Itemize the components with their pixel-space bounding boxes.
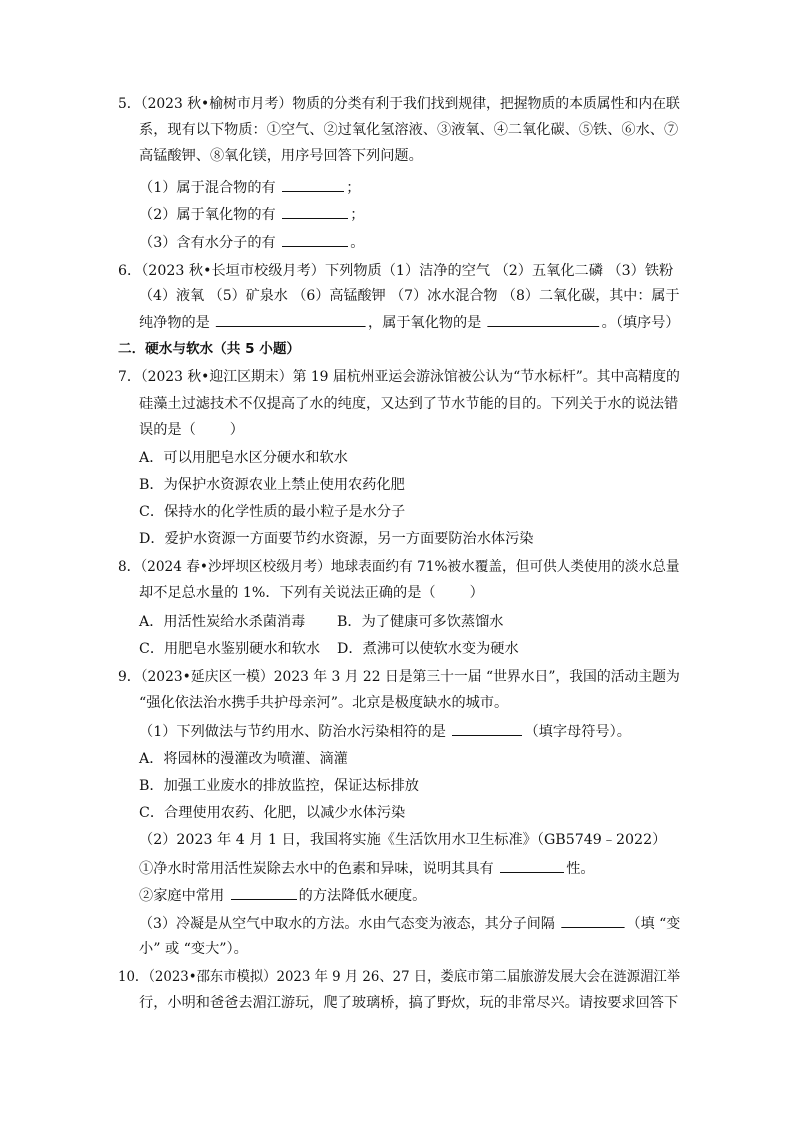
q9-sub-2: （2）2023 年 4 月 1 日，我国将实施《生活饮用水卫生标准》（GB5749﹣2022） [139, 832, 667, 848]
q8-line-1: 8．（2024 春•沙坪坝区校级月考）地球表面约有 71%被水覆盖，但可供人类使用的淡水总量 [118, 559, 680, 575]
q9-item-2-text: ②家庭中常用 [139, 888, 229, 904]
q9-item-2 [139, 885, 426, 906]
q5-sub-1 [139, 177, 360, 198]
q9-item-1 [139, 858, 595, 879]
q8-option-a[interactable]: A．用活性炭给水杀菌消毒 [139, 614, 306, 630]
q9-item-2-suffix: 的方法降低水硬度。 [298, 888, 427, 904]
q9-sub-1-text: （1）下列做法与节约用水、防治水污染相符的是 [139, 724, 451, 740]
q5-sub-1-text: （1）属于混合物的有 [139, 180, 281, 196]
q9-line-1: 9．（2023•延庆区一模）2023 年 3 月 22 日是第三十一届 “世界水日”，我国的活动主题为 [118, 669, 680, 685]
q7-line-2: 硅藻土过滤技术不仅提高了水的纯度，又达到了节水节能的目的。下列关于水的说法错 [139, 396, 679, 412]
q9-sub-1-blank[interactable] [452, 721, 522, 736]
q5-sub-2-blank[interactable] [282, 204, 348, 219]
q9-item-1-blank[interactable] [500, 858, 564, 873]
q7-option-b[interactable]: B．为保护水资源农业上禁止使用农药化肥 [139, 477, 405, 493]
q9-line-2: “强化依法治水携手共护母亲河”。北京是极度缺水的城市。 [139, 695, 509, 711]
q6-blank-1[interactable] [216, 312, 366, 327]
q9-option-c[interactable]: C．合理使用农药、化肥，以减少水体污染 [139, 805, 406, 821]
q7-line-3 [139, 420, 244, 440]
q9-sub-3-text: （3）冷凝是从空气中取水的方法。水由气态变为液态，其分子间隔 [139, 916, 560, 932]
q7-line-1: 7．（2023 秋•迎江区期末）第 19 届杭州亚运会游泳馆被公认为“节水标杆”。其中高精度的 [118, 369, 680, 385]
q5-sub-3 [139, 232, 364, 253]
q6-line-3-a: 纯净物的是 [139, 315, 215, 331]
q6-blank-2[interactable] [488, 312, 600, 327]
q9-sub-1 [139, 721, 631, 742]
q9-sub-3-suffix: （填 “变 [626, 916, 681, 932]
q6-line-3-c: 。（填序号） [601, 315, 680, 331]
q9-sub-1-suffix: （填字母符号）。 [524, 724, 631, 740]
q5-line-3: 高锰酸钾、⑧氧化镁，用序号回答下列问题。 [139, 148, 423, 164]
q10-line-2: 行，小明和爸爸去湄江游玩，爬了玻璃桥，搞了野炊，玩的非常尽兴。请按要求回答下 [139, 995, 679, 1011]
q8-option-c[interactable]: C．用肥皂水鉴别硬水和软水 [139, 641, 321, 657]
q8-option-b[interactable]: B．为了健康可多饮蒸馏水 [337, 614, 504, 630]
q8-line-2-a: 却不足总水量的 1%．下列有关说法正确的是（ [139, 585, 436, 601]
section-2-title: 二．硬水与软水（共 5 小题） [118, 341, 301, 357]
q7-option-d[interactable]: D．爱护水资源一方面要节约水资源，另一方面要防治水体污染 [139, 531, 534, 547]
q8-option-d[interactable]: D．煮沸可以使软水变为硬水 [337, 641, 519, 657]
q6-line-3-b: ，属于氧化物的是 [368, 315, 486, 331]
q7-option-a[interactable]: A．可以用肥皂水区分硬水和软水 [139, 450, 348, 466]
q9-item-2-blank[interactable] [231, 885, 297, 900]
q5-sub-3-blank[interactable] [282, 232, 348, 247]
q5-sub-1-blank[interactable] [282, 177, 344, 192]
q5-line-1: 5．（2023 秋•榆树市月考）物质的分类有利于我们找到规律，把握物质的本质属性和内在联 [118, 96, 680, 112]
q6-line-3 [139, 312, 680, 333]
q8-line-2 [139, 583, 484, 603]
q9-item-1-suffix: 性。 [566, 861, 595, 877]
q5-sub-1-suffix: ； [346, 180, 361, 196]
q6-line-2: （4）液氧 （5）矿泉水 （6）高锰酸钾 （7）冰水混合物 （8）二氧化碳，其中：属于 [139, 288, 680, 304]
q9-sub-3-blank[interactable] [561, 913, 624, 928]
q5-sub-3-text: （3）含有水分子的有 [139, 235, 281, 251]
q7-line-3-a: 误的是（ [139, 422, 196, 438]
q6-line-1: 6．（2023 秋•长垣市校级月考）下列物质（1）洁净的空气 （2）五氧化二磷 （3）铁粉 [118, 263, 674, 279]
q5-sub-2-suffix: ； [350, 207, 365, 223]
q9-option-b[interactable]: B．加强工业废水的排放监控，保证达标排放 [139, 778, 419, 794]
q9-sub-3-line-2: 小” 或 “变大”）。 [139, 941, 248, 957]
q5-sub-3-suffix: 。 [350, 235, 365, 251]
q7-option-c[interactable]: C．保持水的化学性质的最小粒子是水分子 [139, 504, 406, 520]
q5-sub-2-text: （2）属于氧化物的有 [139, 207, 281, 223]
q9-sub-3 [139, 913, 680, 934]
q9-option-a[interactable]: A．将园林的漫灌改为喷灌、滴灌 [139, 751, 348, 767]
q10-line-1: 10．（2023•邵东市模拟）2023 年 9 月 26、27 日，娄底市第二届旅游发展大会在涟源湄江举 [118, 969, 681, 985]
q8-line-2-b: ） [469, 585, 484, 601]
q5-sub-2 [139, 204, 364, 225]
q9-item-1-text: ①净水时常用活性炭除去水中的色素和异味，说明其具有 [139, 861, 499, 877]
q7-line-3-b: ） [229, 422, 244, 438]
q5-line-2: 系，现有以下物质：①空气、②过氧化氢溶液、③液氧、④二氧化碳、⑤铁、⑥水、⑦ [139, 122, 679, 138]
